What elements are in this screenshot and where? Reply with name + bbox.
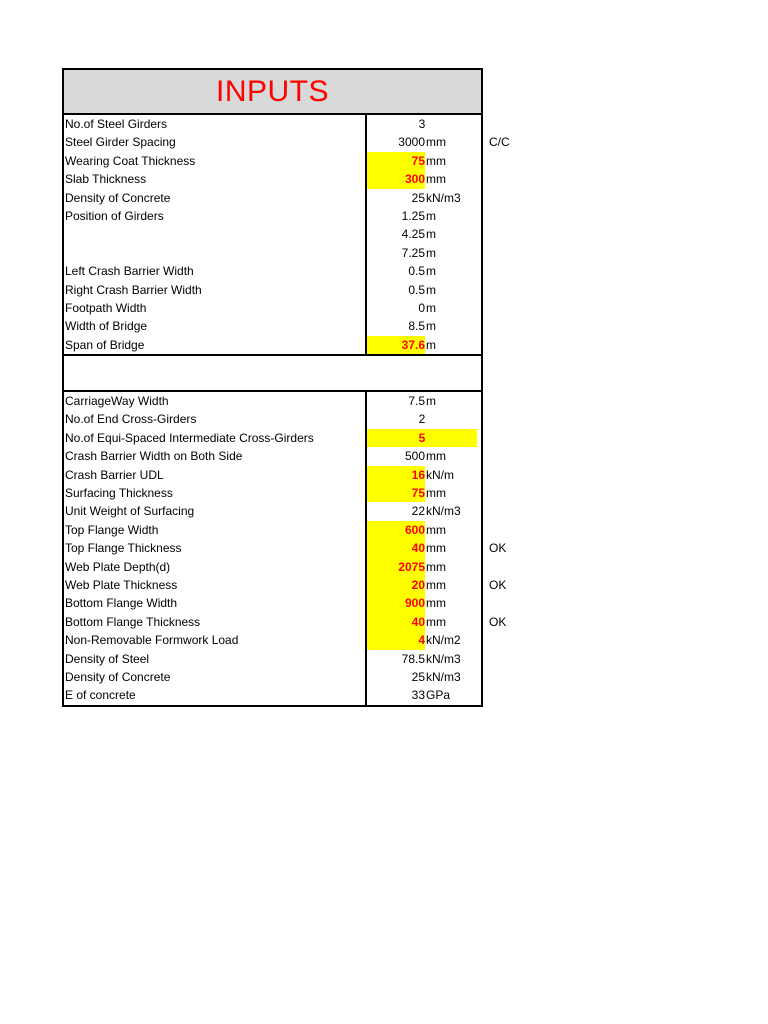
row-unit: mm bbox=[426, 135, 446, 150]
input-row bbox=[64, 484, 481, 502]
row-label: Density of Steel bbox=[65, 651, 150, 666]
input-row bbox=[64, 152, 481, 170]
row-unit: m bbox=[426, 319, 436, 334]
input-row bbox=[64, 521, 481, 539]
row-label: Density of Concrete bbox=[65, 190, 171, 205]
row-unit: kN/m2 bbox=[426, 633, 461, 648]
input-row bbox=[64, 317, 481, 335]
editable-input-cell[interactable]: 40 bbox=[367, 539, 425, 557]
input-row bbox=[64, 539, 507, 557]
row-label: Width of Bridge bbox=[65, 319, 148, 334]
input-row bbox=[64, 668, 481, 686]
input-row bbox=[64, 392, 481, 410]
row-value: 4.25 bbox=[401, 227, 425, 242]
row-label: Crash Barrier Width on Both Side bbox=[65, 449, 243, 464]
input-row bbox=[64, 170, 481, 188]
row-unit: mm bbox=[426, 522, 446, 537]
editable-input-cell[interactable]: 75 bbox=[367, 484, 425, 502]
editable-input-cell[interactable]: 900 bbox=[367, 594, 425, 612]
input-row bbox=[64, 631, 481, 649]
row-value: 3 bbox=[418, 117, 426, 131]
row-label: Span of Bridge bbox=[65, 337, 145, 352]
inputs-section-2 bbox=[62, 392, 507, 707]
input-row bbox=[64, 115, 481, 133]
row-label: Steel Girder Spacing bbox=[65, 135, 176, 150]
row-label: Crash Barrier UDL bbox=[65, 467, 164, 482]
row-label: Position of Girders bbox=[65, 208, 164, 223]
row-unit: mm bbox=[426, 577, 446, 592]
input-row bbox=[64, 244, 481, 262]
row-label: Non-Removable Formwork Load bbox=[65, 633, 239, 648]
row-label: Slab Thickness bbox=[65, 172, 147, 187]
row-label: Surfacing Thickness bbox=[65, 486, 173, 501]
row-label: E of concrete bbox=[65, 688, 136, 703]
input-row bbox=[64, 447, 481, 465]
row-label: No.of End Cross-Girders bbox=[65, 412, 197, 427]
input-row bbox=[64, 558, 481, 576]
input-row bbox=[64, 502, 481, 520]
row-label: Density of Concrete bbox=[65, 669, 171, 684]
row-unit: kN/m3 bbox=[426, 504, 461, 519]
row-unit: mm bbox=[426, 559, 446, 574]
row-value: 8.5 bbox=[408, 319, 425, 334]
editable-input-cell[interactable]: 20 bbox=[367, 576, 425, 594]
input-row bbox=[64, 429, 481, 447]
row-value: 7.5 bbox=[408, 394, 425, 409]
input-row bbox=[64, 262, 481, 280]
input-row bbox=[64, 189, 481, 207]
row-unit: mm bbox=[426, 486, 446, 501]
row-unit: mm bbox=[426, 172, 446, 187]
editable-input-cell[interactable]: 75 bbox=[367, 152, 425, 170]
input-row bbox=[64, 225, 481, 243]
row-unit: GPa bbox=[426, 688, 451, 703]
row-label: Web Plate Thickness bbox=[65, 577, 178, 592]
row-value: 78.5 bbox=[401, 651, 425, 666]
row-value: 7.25 bbox=[401, 245, 425, 260]
editable-input-cell[interactable]: 4 bbox=[367, 631, 425, 649]
row-value: 0.5 bbox=[408, 282, 425, 297]
row-label: Footpath Width bbox=[65, 300, 147, 315]
editable-input-cell[interactable]: 5 bbox=[367, 429, 477, 447]
editable-input-cell[interactable]: 600 bbox=[367, 521, 425, 539]
input-row bbox=[64, 336, 481, 354]
row-unit: m bbox=[426, 282, 436, 297]
row-unit: m bbox=[426, 394, 436, 409]
row-unit: kN/m3 bbox=[426, 669, 461, 684]
row-note: OK bbox=[489, 577, 507, 592]
row-label: Unit Weight of Surfacing bbox=[65, 504, 195, 519]
input-row bbox=[64, 281, 481, 299]
row-unit: kN/m bbox=[426, 467, 454, 482]
row-value: 25 bbox=[411, 190, 425, 205]
sheet-title: INPUTS bbox=[62, 68, 483, 115]
row-unit: mm bbox=[426, 153, 446, 168]
row-label: No.of Steel Girders bbox=[65, 117, 168, 131]
row-unit: m bbox=[426, 300, 436, 315]
row-value: 0.5 bbox=[408, 264, 425, 279]
row-unit: mm bbox=[426, 541, 446, 556]
row-unit: m bbox=[426, 227, 436, 242]
input-row bbox=[64, 576, 507, 594]
row-value: 0 bbox=[418, 300, 425, 315]
input-row bbox=[64, 207, 481, 225]
row-label: Left Crash Barrier Width bbox=[65, 264, 194, 279]
editable-input-cell[interactable]: 300 bbox=[367, 170, 425, 188]
input-row bbox=[64, 299, 481, 317]
inputs-section-1 bbox=[62, 115, 510, 356]
row-label: Top Flange Thickness bbox=[65, 541, 182, 556]
input-row bbox=[64, 594, 481, 612]
row-value: 33 bbox=[411, 688, 425, 703]
input-row bbox=[64, 686, 481, 704]
editable-input-cell[interactable]: 40 bbox=[367, 613, 425, 631]
row-value: 25 bbox=[411, 669, 425, 684]
input-row bbox=[64, 650, 481, 668]
input-row bbox=[64, 466, 481, 484]
row-label: CarriageWay Width bbox=[65, 394, 169, 409]
row-value: 1.25 bbox=[401, 208, 425, 223]
row-unit: m bbox=[426, 208, 436, 223]
row-unit: kN/m3 bbox=[426, 190, 461, 205]
input-row bbox=[64, 410, 481, 428]
row-label: Bottom Flange Thickness bbox=[65, 614, 201, 629]
row-value: 22 bbox=[411, 504, 425, 519]
row-unit: m bbox=[426, 264, 436, 279]
row-label: Bottom Flange Width bbox=[65, 596, 178, 611]
input-row bbox=[64, 613, 507, 631]
row-note: OK bbox=[489, 614, 507, 629]
row-value: 500 bbox=[404, 449, 425, 464]
row-label: Right Crash Barrier Width bbox=[65, 282, 202, 297]
row-unit: kN/m3 bbox=[426, 651, 461, 666]
editable-input-cell[interactable]: 16 bbox=[367, 466, 425, 484]
row-note: OK bbox=[489, 541, 507, 556]
row-unit: m bbox=[426, 245, 436, 260]
editable-input-cell[interactable]: 37.6 bbox=[367, 336, 425, 354]
row-unit: mm bbox=[426, 614, 446, 629]
editable-input-cell[interactable]: 2075 bbox=[367, 558, 425, 576]
row-unit: mm bbox=[426, 596, 446, 611]
row-unit: mm bbox=[426, 449, 446, 464]
row-label: No.of Equi-Spaced Intermediate Cross-Girders bbox=[65, 430, 314, 445]
row-value: 2 bbox=[418, 412, 426, 427]
row-label: Wearing Coat Thickness bbox=[65, 153, 196, 168]
input-row bbox=[64, 133, 510, 151]
row-note: C/C bbox=[489, 135, 510, 150]
inputs-sheet bbox=[62, 68, 540, 707]
blank-separator-row bbox=[62, 356, 483, 392]
row-value: 3000 bbox=[398, 135, 425, 150]
row-label: Web Plate Depth(d) bbox=[65, 559, 171, 574]
row-label: Top Flange Width bbox=[65, 522, 159, 537]
row-unit: m bbox=[426, 337, 436, 352]
